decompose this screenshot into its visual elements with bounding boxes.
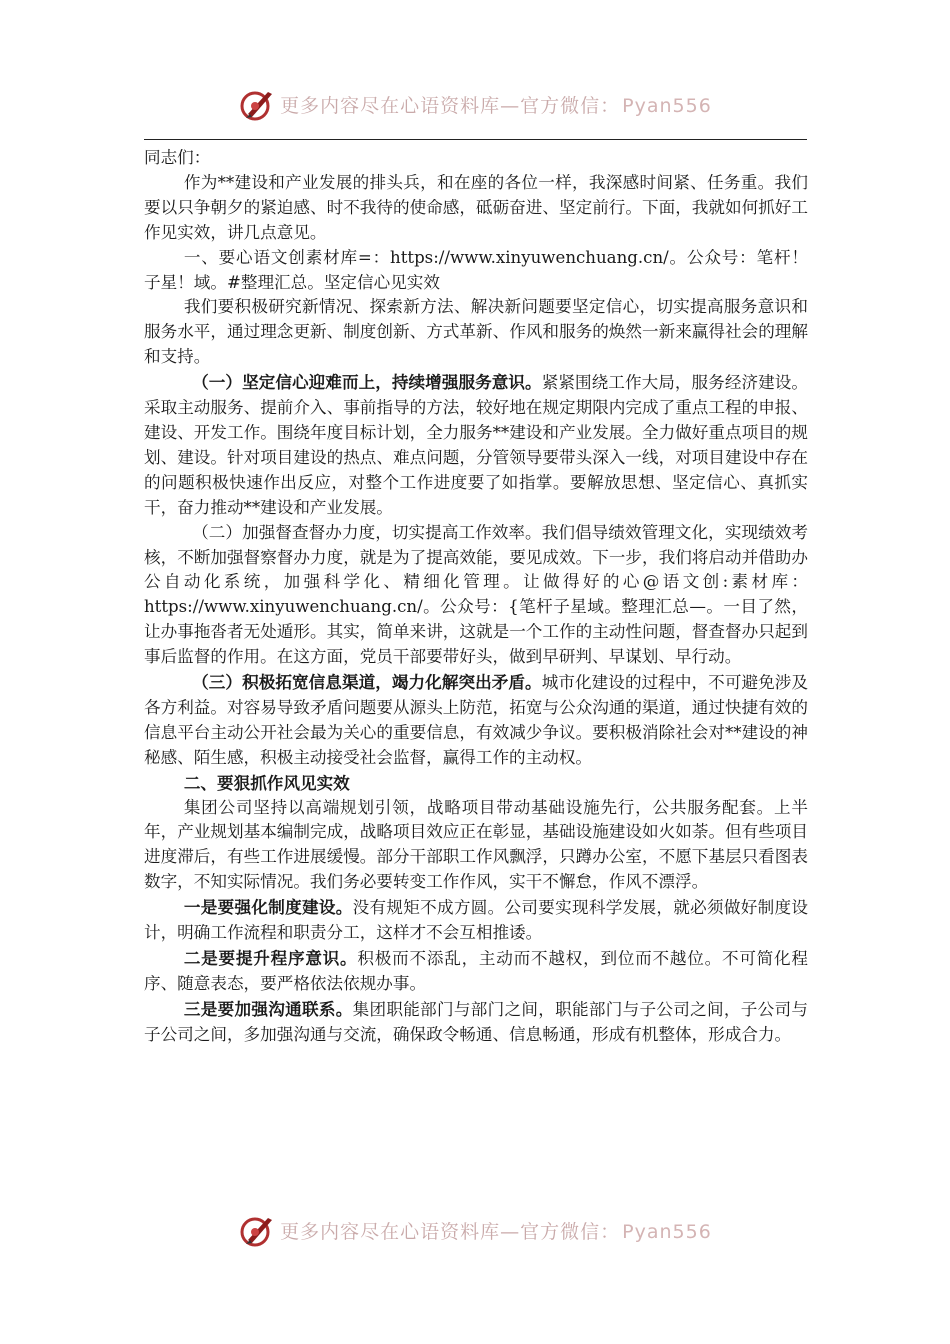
section-1c-heading: （三）积极拓宽信息渠道，竭力化解突出矛盾。 bbox=[192, 672, 542, 693]
section-2b-paragraph bbox=[144, 946, 808, 997]
footer-banner-label: 更多内容尽在心语资料库—官方微信： bbox=[280, 1220, 621, 1243]
brush-logo-icon bbox=[238, 84, 278, 124]
section-2c-text: 集团职能部门与部门之间，职能部门与子公司之间，子公司与子公司之间，多加强沟通与交流，确保政令畅通、信息畅通，形成有机整体，形成合力。 bbox=[144, 999, 809, 1044]
section-1a-text: 紧紧围绕工作大局，服务经济建设。采取主动服务、提前介入、事前指导的方法，较好地在规定期限内完成了重点工程的申报、建设、开发工作。围绕年度目标计划，全力服务**建设和产业发展。全力做好重点项目的规划、建设。针对项目建设的热点、难点问题，分管领导要带头深入一线，对项目建设中存在的问题积极快速作出反应，对整个工作进度要了如指掌。要解放思想、坚定信心、真抓实干，奋力推动**建设和产业发展。 bbox=[144, 373, 809, 517]
header-wechat-id: Pyan556 bbox=[622, 94, 712, 117]
section-2b-text: 积极而不添乱，主动而不越权，到位而不越位。不可简化程序、随意表态，要严格依法依规办事。 bbox=[144, 949, 808, 993]
section-2-intro: 集团公司坚持以高端规划引领，战略项目带动基础设施先行，公共服务配套。上半年，产业规划基本编制完成，战略项目效应正在彰显，基础设施建设如火如荼。但有些项目进度滞后，有些工作进展缓慢。部分干部职工作风飘浮，只蹲办公室，不愿下基层只看图表数字，不知实际情况。我们务必要转变工作作风，实干不懈怠，作风不漂浮。 bbox=[144, 797, 808, 892]
section-2a-heading: 一是要强化制度建设。 bbox=[183, 897, 353, 918]
footer-banner bbox=[0, 1208, 950, 1252]
header-banner-text bbox=[280, 91, 712, 118]
section-1-title: 一、要心语文创素材库=：https://www.xinyuwenchuang.cn/。公众号：笔杆！子星！域。#整理汇总。坚定信心见实效 bbox=[144, 247, 808, 292]
section-1-intro: 我们要积极研究新情况、探索新方法、解决新问题要坚定信心，切实提高服务意识和服务水平，通过理念更新、制度创新、方式革新、作风和服务的焕然一新来赢得社会的理解和支持。 bbox=[144, 297, 808, 367]
header-rule bbox=[144, 139, 807, 140]
section-2c-heading: 三是要加强沟通联系。 bbox=[183, 998, 353, 1019]
section-2a-paragraph bbox=[144, 895, 808, 946]
footer-wechat-id: Pyan556 bbox=[622, 1220, 712, 1243]
section-1c-paragraph bbox=[144, 670, 808, 771]
paragraph-intro: 作为**建设和产业发展的排头兵，和在座的各位一样，我深感时间紧、任务重。我们要以只争朝夕的紧迫感、时不我待的使命感，砥砺奋进、坚定前行。下面，我就如何抓好工作见实效，讲几点意见。 bbox=[144, 172, 808, 242]
section-1a-heading: （一）坚定信心迎难而上，持续增强服务意识。 bbox=[192, 372, 542, 393]
document-body bbox=[144, 146, 808, 1048]
section-2b-heading: 二是要提升程序意识。 bbox=[183, 948, 358, 968]
brush-logo-icon bbox=[238, 1210, 278, 1250]
section-1b-paragraph: （二）加强督查督办力度，切实提高工作效率。我们倡导绩效管理文化，实现绩效考核，不断加强督察督办力度，就是为了提高效能，要见成效。下一步，我们将启动并借助办公自动化系统，加强科学化、精细化管理。让做得好的心@语文创:素材库：https://www.xinyuwenchuang.cn/。公众号：{笔杆子星域。整理汇总—。一目了然，让办事拖沓者无处遁形。其实，简单来讲，这就是一个工作的主动性问题，督查督办只起到事后监督的作用。在这方面，党员干部要带好头，做到早研判、早谋划、早行动。 bbox=[144, 522, 808, 667]
section-2c-paragraph bbox=[144, 997, 808, 1048]
section-1c-text: 城市化建设的过程中，不可避免涉及各方利益。对容易导致矛盾问题要从源头上防范，拓宽与公众沟通的渠道，通过快捷有效的信息平台主动公开社会最为关心的重要信息，有效减少争议。要积极消除社会对**建设的神秘感、陌生感，积极主动接受社会监督，赢得工作的主动权。 bbox=[144, 673, 809, 767]
footer-banner-text bbox=[280, 1217, 712, 1244]
section-2-title: 二、要狠抓作风见实效 bbox=[183, 772, 350, 793]
header-banner bbox=[0, 82, 950, 126]
greeting: 同志们： bbox=[144, 148, 211, 167]
section-1a-paragraph bbox=[144, 370, 808, 520]
header-banner-label: 更多内容尽在心语资料库—官方微信： bbox=[280, 94, 621, 117]
section-2a-text: 没有规矩不成方圆。公司要实现科学发展，就必须做好制度设计，明确工作流程和职责分工，这样才不会互相推诿。 bbox=[144, 898, 809, 943]
